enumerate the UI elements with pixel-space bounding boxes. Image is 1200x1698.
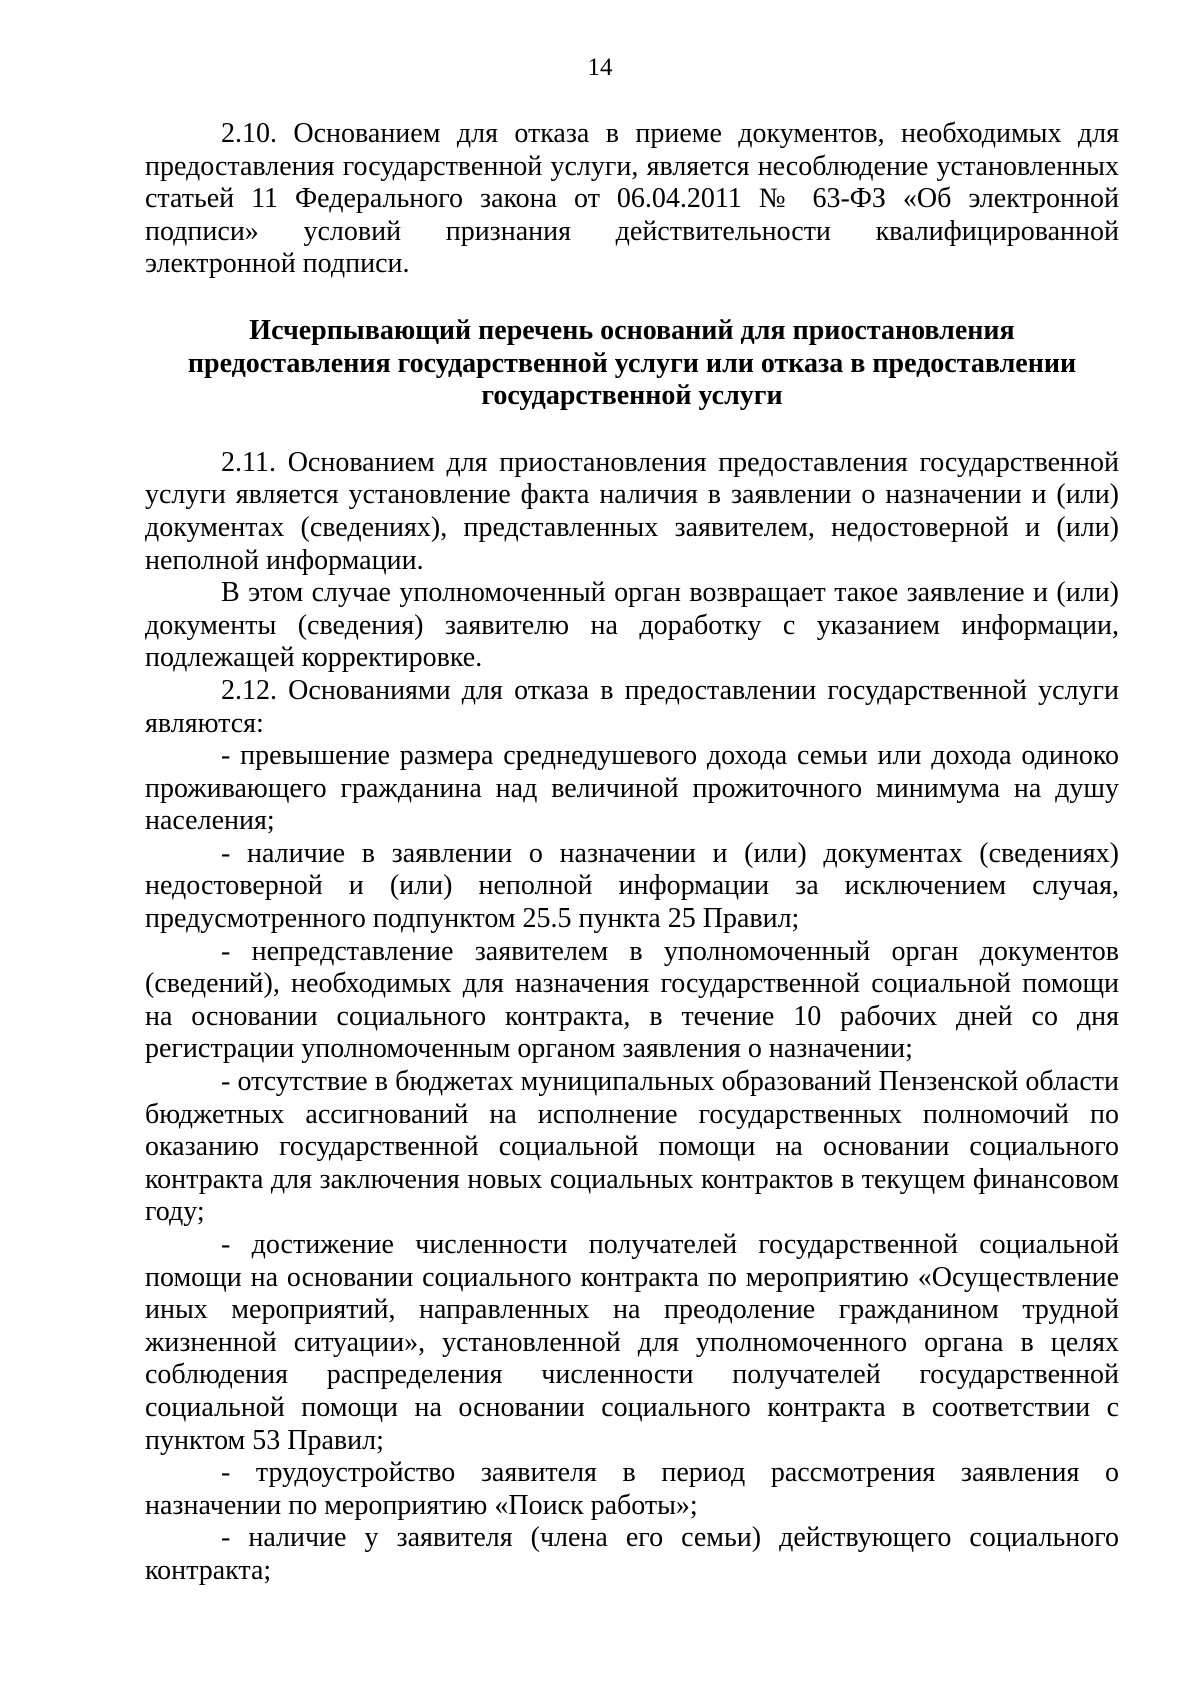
page-number: 14 (587, 54, 613, 81)
paragraph-2-11: 2.11. Основанием для приостановления предоставления государственной услуги является установление факта наличия в заявлении о назначении и (или) документах (сведениях), представленных заявителем, недостоверной и (или) неполной информации. (145, 446, 1119, 576)
refusal-ground-item: - достижение численности получателей государственной социальной помощи на основании социального контракта по мероприятию «Осуществление иных мероприятий, направленных на преодоление гражданином трудной жизненной ситуации», установленной для уполномоченного органа в целях соблюдения распределения численности получателей государственной социальной помощи на основании социального контракта в соответствии с пунктом 53 Правил; (145, 1229, 1119, 1456)
section-heading-line-1: Исчерпывающий перечень оснований для приостановления (249, 314, 1015, 346)
section-heading (145, 315, 1119, 413)
refusal-ground-item: - непредставление заявителем в уполномоченный орган документов (сведений), необходимых для назначения государственной социальной помощи на основании социального контракта, в течение 10 рабочих дней со дня регистрации уполномоченным органом заявления о назначении; (145, 935, 1119, 1065)
section-heading-line-2: предоставления государственной услуги или отказа в предоставлении (187, 347, 1077, 379)
refusal-ground-item: - трудоустройство заявителя в период рассмотрения заявления о назначении по мероприятию «Поиск работы»; (145, 1457, 1119, 1521)
refusal-ground-item: - отсутствие в бюджетах муниципальных образований Пензенской области бюджетных ассигнований на исполнение государственных полномочий по оказанию государственной социальной помощи на основании социального контракта для заключения новых социальных контрактов в текущем финансовом году; (145, 1066, 1119, 1228)
section-heading-line-3: государственной услуги (481, 380, 783, 412)
paragraph-2-11-return: В этом случае уполномоченный орган возвращает такое заявление и (или) документы (сведения) заявителю на доработку с указанием информации, подлежащей корректировке. (145, 577, 1119, 674)
refusal-ground-item: - наличие в заявлении о назначении и (или) документах (сведениях) недостоверной и (или) неполной информации за исключением случая, предусмотренного подпунктом 25.5 пункта 25 Правил; (145, 837, 1119, 935)
document-body (145, 118, 1119, 1588)
refusal-ground-item: - превышение размера среднедушевого дохода семьи или дохода одиноко проживающего гражданина над величиной прожиточного минимума на душу населения; (145, 740, 1119, 837)
paragraph-2-10: 2.10. Основанием для отказа в приеме документов, необходимых для предоставления государственной услуги, является несоблюдение установленных статьей 11 Федерального закона от 06.04.2011 № 63-ФЗ «Об электронной подписи» условий признания действительности квалифицированной электронной подписи. (145, 118, 1119, 280)
refusal-ground-item: - наличие у заявителя (члена его семьи) действующего социального контракта; (145, 1522, 1119, 1586)
paragraph-2-12: 2.12. Основаниями для отказа в предоставлении государственной услуги являются: (145, 674, 1119, 739)
